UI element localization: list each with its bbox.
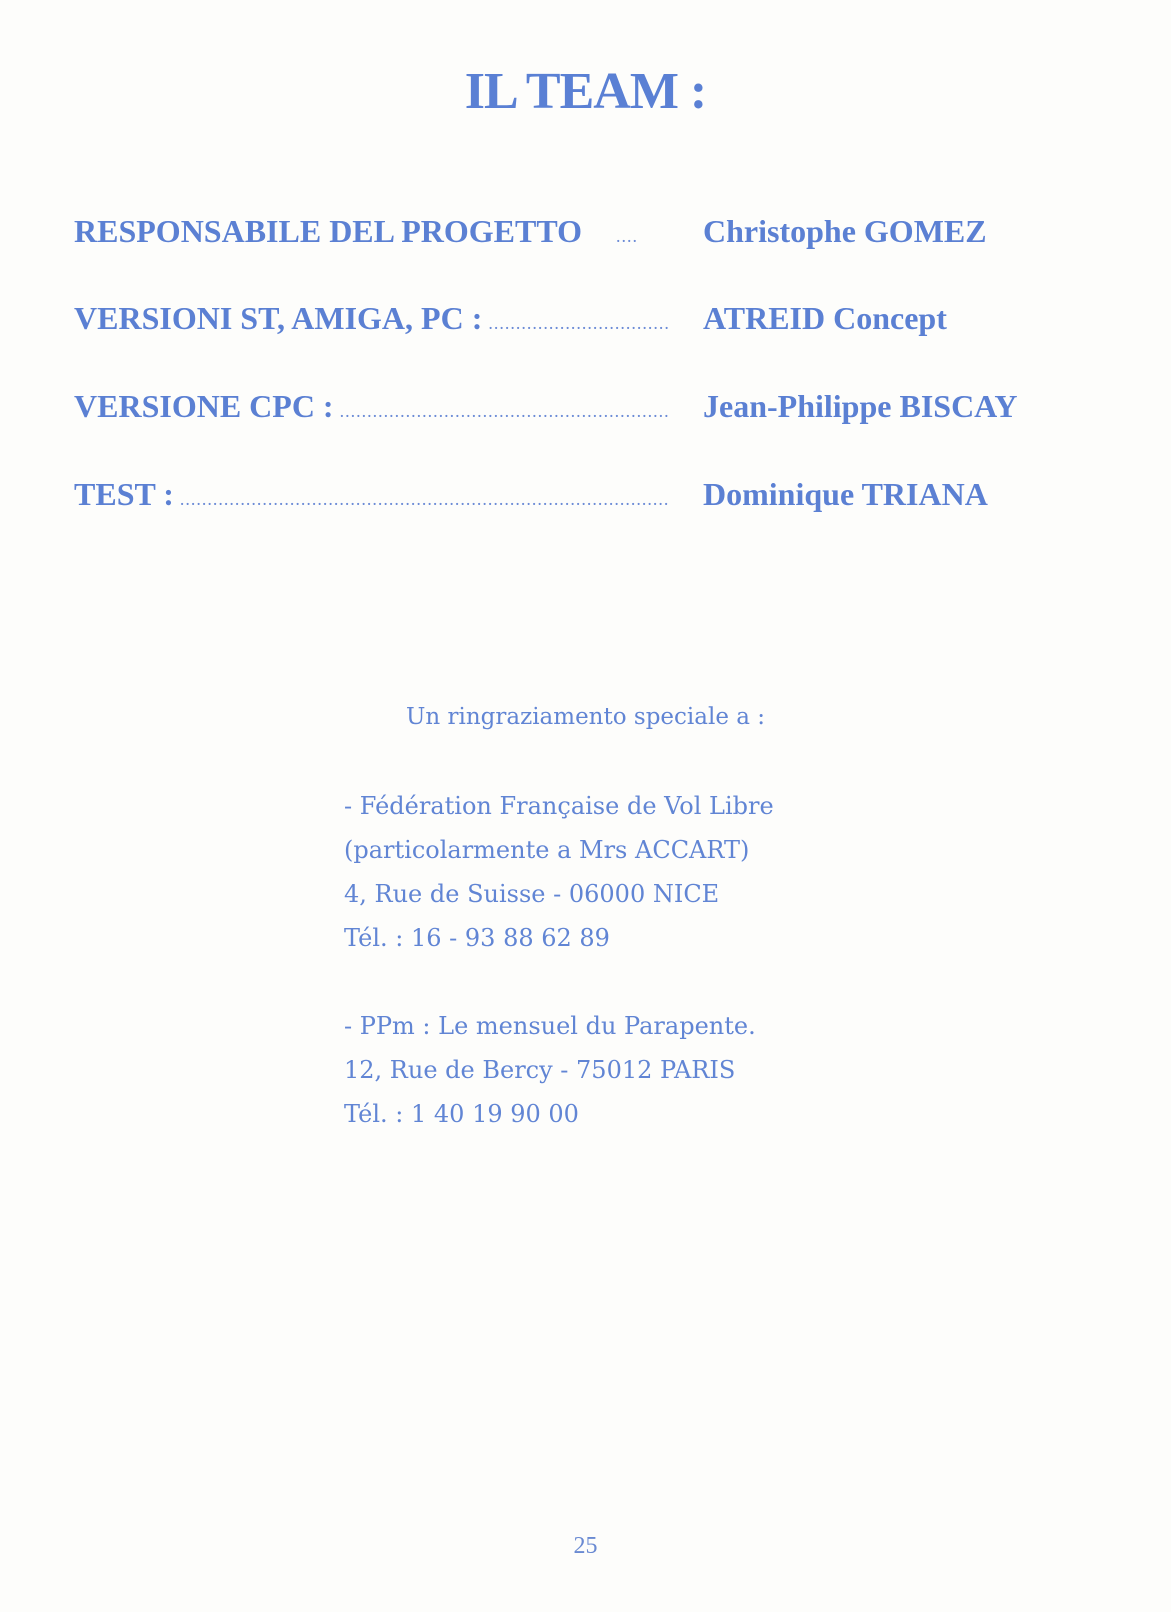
- thanks-line: Tél. : 1 40 19 90 00: [344, 1100, 579, 1128]
- dot-leader: [488, 313, 668, 334]
- credit-role: [74, 300, 668, 337]
- thanks-line: 12, Rue de Bercy - 75012 PARIS: [344, 1056, 736, 1084]
- credit-row-project-lead: [0, 213, 1171, 263]
- credit-role-label: RESPONSABILE DEL PROGETTO: [74, 213, 582, 249]
- credit-name: Jean-Philippe BISCAY: [703, 388, 1018, 424]
- thanks-line: Tél. : 16 - 93 88 62 89: [344, 924, 610, 952]
- credit-role-label: TEST :: [74, 476, 174, 512]
- credit-role-label: VERSIONE CPC :: [74, 388, 334, 424]
- page-title: IL TEAM :: [464, 63, 707, 120]
- page-number: 25: [573, 1533, 598, 1559]
- credit-role: [74, 213, 668, 250]
- credit-name: ATREID Concept: [703, 300, 947, 336]
- credit-row-versions: [0, 300, 1171, 350]
- thanks-entry-ppm: [344, 1004, 756, 1136]
- thanks-entry-ffvl: [344, 784, 774, 960]
- credit-row-test: [0, 476, 1171, 526]
- credit-role: [74, 388, 668, 425]
- thanks-heading: Un ringraziamento speciale a :: [405, 704, 766, 730]
- credit-role: [74, 476, 668, 513]
- dot-leader: [180, 489, 668, 510]
- credit-row-cpc: [0, 388, 1171, 438]
- dot-leader: [616, 226, 638, 247]
- credit-role-label: VERSIONI ST, AMIGA, PC :: [74, 300, 483, 336]
- thanks-line: - Fédération Française de Vol Libre: [344, 792, 774, 820]
- thanks-line: (particolarmente a Mrs ACCART): [344, 836, 750, 864]
- thanks-line: - PPm : Le mensuel du Parapente.: [344, 1012, 756, 1040]
- credit-name: Christophe GOMEZ: [703, 213, 987, 249]
- dot-leader: [340, 401, 668, 422]
- thanks-line: 4, Rue de Suisse - 06000 NICE: [344, 880, 720, 908]
- credit-name: Dominique TRIANA: [703, 476, 988, 512]
